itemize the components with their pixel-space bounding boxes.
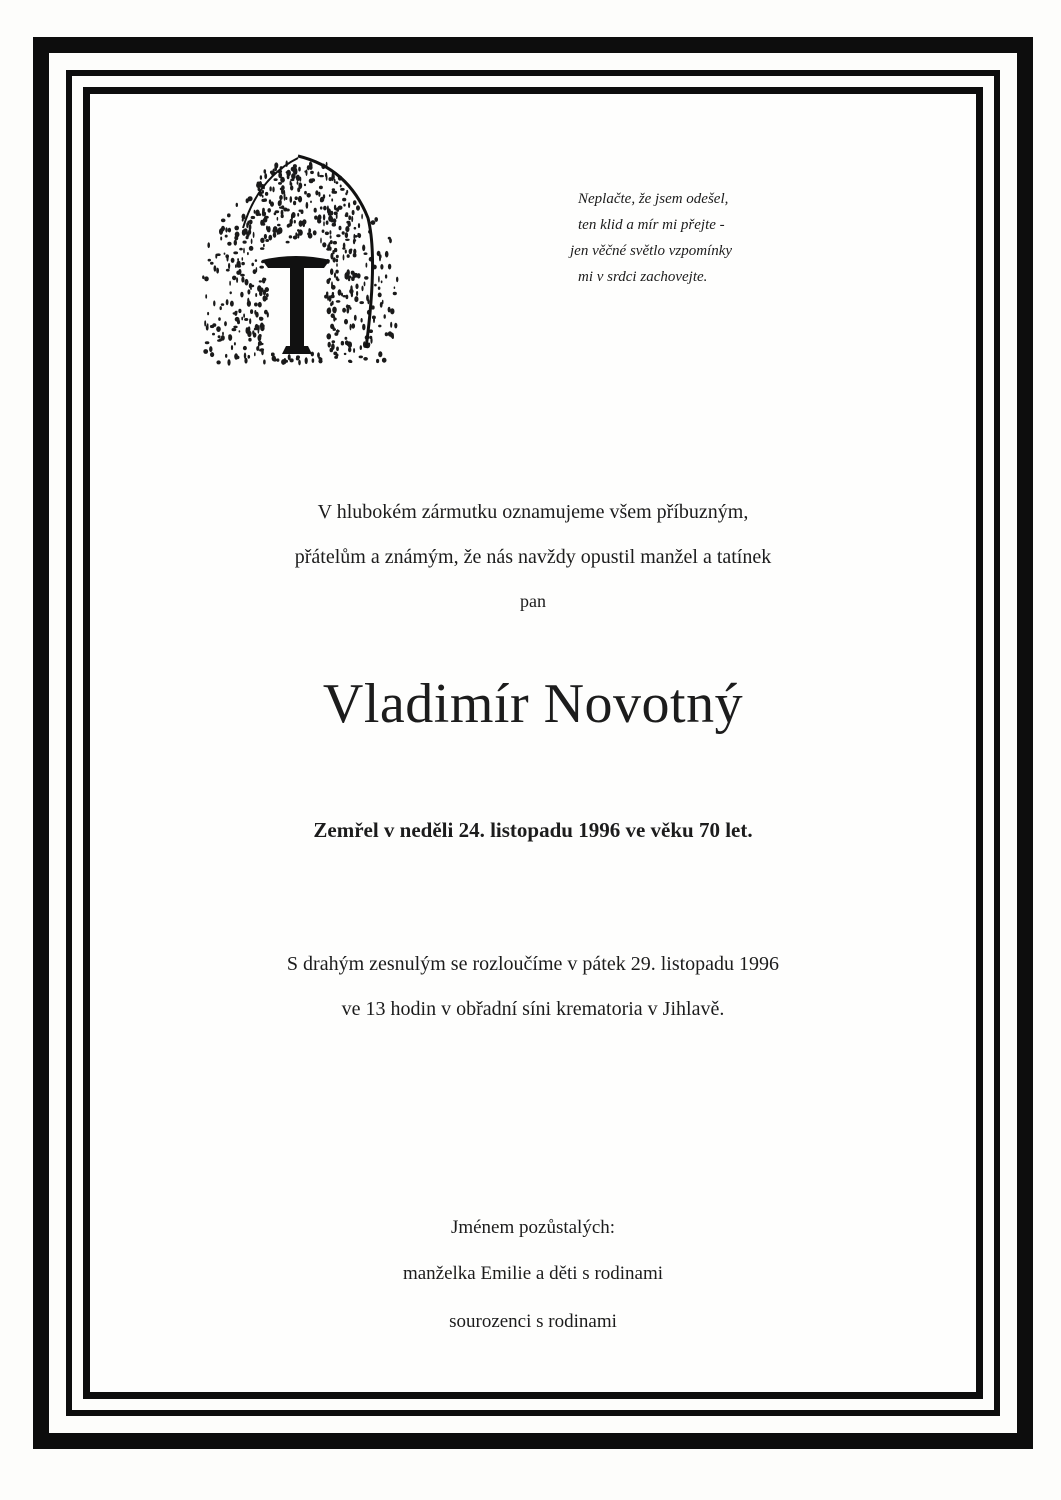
announcement-line: V hlubokém zármutku oznamujeme všem příbuzným, (317, 501, 749, 523)
survivors-line: manželka Emilie a děti s rodinami (402, 1263, 664, 1284)
honorific-title: pan (520, 591, 546, 611)
deceased-name: Vladimír Novotný (322, 673, 744, 735)
poem-line: mi v srdci zachovejte. (578, 269, 708, 285)
weeping-willow-urn-icon (198, 148, 403, 373)
survivors-heading: Jménem pozůstalých: (450, 1217, 616, 1238)
announcement-line: přátelům a známým, že nás navždy opustil manžel a tatínek (294, 546, 772, 568)
memorial-poem (560, 186, 780, 290)
poem-line: Neplačte, že jsem odešel, (578, 191, 729, 207)
poem-line: ten klid a mír mi přejte - (578, 217, 725, 233)
death-date-info: Zemřel v neděli 24. listopadu 1996 ve věku 70 let. (313, 818, 753, 842)
farewell-line: ve 13 hodin v obřadní síni krematoria v Jihlavě. (341, 998, 725, 1020)
farewell-line: S drahým zesnulým se rozloučíme v pátek 29. listopadu 1996 (286, 953, 780, 975)
survivors-line: sourozenci s rodinami (449, 1311, 617, 1332)
poem-line: jen věčné světlo vzpomínky (570, 243, 733, 259)
